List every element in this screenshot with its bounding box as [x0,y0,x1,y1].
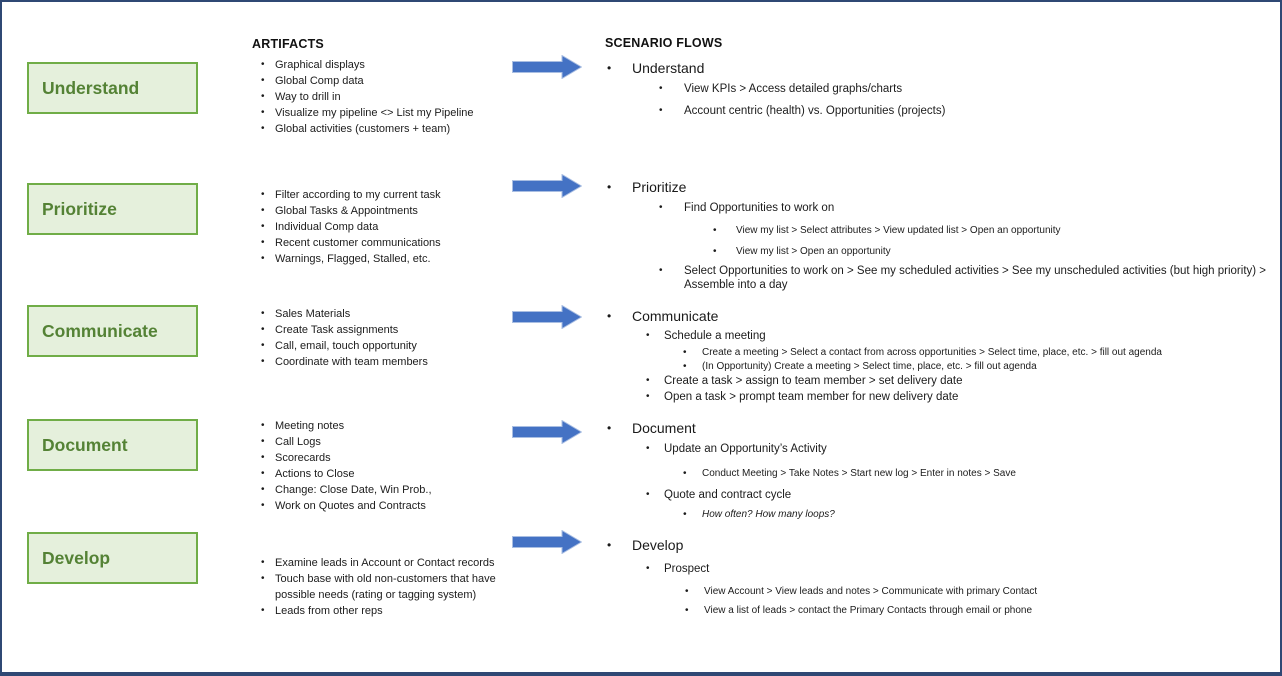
flow-item-text: View my list > Open an opportunity [736,246,891,257]
artifact-item [260,105,532,121]
artifact-item [260,498,532,514]
artifact-item [260,121,532,137]
bullet-icon: • [261,573,265,584]
artifact-text: Warnings, Flagged, Stalled, etc. [275,253,431,265]
artifact-item [260,306,532,322]
flow-item-level2 [605,264,1267,292]
bullet-icon: • [646,563,650,574]
flow-title-text: Document [632,420,696,436]
artifact-item [260,434,532,450]
flow-section-communicate [605,307,1267,404]
artifact-item [260,450,532,466]
artifact-text: Visualize my pipeline <> List my Pipeline [275,107,474,119]
bullet-icon: • [713,225,717,236]
flow-item-level3 [605,508,1267,521]
bullet-icon: • [683,509,687,520]
artifact-text: Graphical displays [275,59,365,71]
flow-item-level3 [605,604,1267,617]
bullet-icon: • [607,538,612,552]
artifact-text: Work on Quotes and Contracts [275,500,426,512]
flow-item-text: Select Opportunities to work on > See my scheduled activities > See my unscheduled activities (but high priority) > Assemble into a day [684,265,1267,291]
bullet-icon: • [659,202,663,213]
flow-item-text: (In Opportunity) Create a meeting > Select time, place, etc. > fill out agenda [702,361,1037,372]
stage-box-communicate [27,305,198,357]
stage-box-document [27,419,198,471]
bullet-icon: • [261,340,265,351]
artifact-item [260,482,532,498]
artifact-item [260,338,532,354]
flow-item-text: How often? How many loops? [702,509,835,520]
flow-item-level2 [605,390,1267,404]
bullet-icon: • [261,420,265,431]
bullet-icon: • [659,265,663,276]
flow-item-text: Find Opportunities to work on [684,202,835,214]
bullet-icon: • [261,107,265,118]
artifact-item [260,466,532,482]
artifact-text: Change: Close Date, Win Prob., [275,484,432,496]
flow-title [605,536,1267,554]
flow-section-document [605,419,1267,521]
artifact-item [260,57,532,73]
flow-item-level2 [605,82,1267,96]
bullet-icon: • [261,436,265,447]
flow-section-prioritize [605,178,1267,292]
bullet-icon: • [683,347,687,358]
artifacts-header: ARTIFACTS [252,37,324,51]
flow-item-level2 [605,488,1267,502]
artifact-item [260,203,532,219]
stage-label: Understand [42,77,140,98]
bullet-icon: • [607,309,612,323]
artifact-item [260,555,532,571]
bullet-icon: • [261,205,265,216]
bullet-icon: • [685,605,689,616]
flow-item-text: Create a task > assign to team member > set delivery date [664,375,963,387]
bullet-icon: • [607,421,612,435]
flow-item-level2 [605,442,1267,456]
flow-title-text: Communicate [632,308,719,324]
flow-item-level3 [605,585,1267,598]
artifact-text: Global Comp data [275,75,364,87]
flow-title-text: Develop [632,537,684,553]
flow-title-text: Understand [632,60,705,76]
artifact-text: Individual Comp data [275,221,379,233]
right-arrow-icon [512,174,582,198]
flow-item-text: View Account > View leads and notes > Communicate with primary Contact [704,586,1038,597]
artifact-text: Call Logs [275,436,321,448]
stage-label: Document [42,434,128,455]
stage-label: Prioritize [42,198,117,219]
bullet-icon: • [261,221,265,232]
artifact-item [260,89,532,105]
artifact-text: Way to drill in [275,91,341,103]
flow-item-level2 [605,562,1267,576]
bullet-icon: • [261,484,265,495]
bullet-icon: • [261,452,265,463]
bullet-icon: • [261,237,265,248]
artifact-item [260,73,532,89]
artifact-text: Create Task assignments [275,324,399,336]
bullet-icon: • [646,443,650,454]
artifact-text: Filter according to my current task [275,189,441,201]
bullet-icon: • [646,330,650,341]
flow-item-text: View a list of leads > contact the Primary Contacts through email or phone [704,605,1033,616]
artifact-text: Actions to Close [275,468,355,480]
artifact-item [260,418,532,434]
artifact-text: Examine leads in Account or Contact records [275,557,495,569]
flow-item-level3 [605,245,1267,258]
bullet-icon: • [261,500,265,511]
artifacts-list-document [260,418,532,514]
artifact-item [260,235,532,251]
stage-box-understand [27,62,198,114]
right-arrow-icon [512,420,582,444]
bullet-icon: • [261,59,265,70]
flow-item-text: Conduct Meeting > Take Notes > Start new log > Enter in notes > Save [702,468,1016,479]
flow-item-text: Open a task > prompt team member for new delivery date [664,391,959,403]
artifact-item [260,322,532,338]
right-arrow-icon [512,55,582,79]
bullet-icon: • [261,356,265,367]
artifacts-list-develop [260,555,532,619]
artifact-item [260,219,532,235]
flow-item-level3 [605,360,1267,373]
bullet-icon: • [261,189,265,200]
flow-title [605,419,1267,437]
flow-title [605,178,1267,196]
flow-item-level3 [605,224,1267,237]
flow-item-text: Prospect [664,563,710,575]
flow-item-level3 [605,346,1267,359]
flow-item-level2 [605,329,1267,343]
artifact-item [260,603,532,619]
flow-item-text: View my list > Select attributes > View updated list > Open an opportunity [736,225,1061,236]
bullet-icon: • [261,253,265,264]
bullet-icon: • [261,324,265,335]
artifact-text: Scorecards [275,452,331,464]
bullet-icon: • [607,61,612,75]
flow-item-level2 [605,104,1267,118]
flow-item-level2 [605,201,1267,215]
bullet-icon: • [261,75,265,86]
artifact-text: Meeting notes [275,420,345,432]
bullet-icon: • [646,375,650,386]
stage-label: Develop [42,547,111,568]
stage-box-prioritize [27,183,198,235]
flow-item-text: View KPIs > Access detailed graphs/charts [684,83,903,95]
bullet-icon: • [659,83,663,94]
flow-section-develop [605,536,1267,617]
artifact-text: Touch base with old non-customers that have possible needs (rating or tagging system) [275,573,496,601]
artifact-item [260,187,532,203]
flow-item-text: Account centric (health) vs. Opportunities (projects) [684,105,946,117]
artifact-text: Global Tasks & Appointments [275,205,418,217]
artifact-item [260,571,532,603]
flow-item-level2 [605,374,1267,388]
bullet-icon: • [261,91,265,102]
artifact-text: Global activities (customers + team) [275,123,451,135]
bullet-icon: • [261,468,265,479]
bullet-icon: • [685,586,689,597]
bullet-icon: • [683,468,687,479]
flow-section-understand [605,59,1267,118]
artifacts-list-understand [260,57,532,137]
bullet-icon: • [646,391,650,402]
bullet-icon: • [261,557,265,568]
flow-title [605,307,1267,325]
flow-item-text: Schedule a meeting [664,330,766,342]
flow-item-text: Update an Opportunity’s Activity [664,443,827,455]
artifact-text: Leads from other reps [275,605,383,617]
flow-item-level3 [605,467,1267,480]
artifact-text: Call, email, touch opportunity [275,340,417,352]
flow-title-text: Prioritize [632,179,687,195]
flow-title [605,59,1267,77]
artifact-text: Recent customer communications [275,237,441,249]
bullet-icon: • [261,308,265,319]
flow-item-text: Quote and contract cycle [664,489,792,501]
flow-item-text: Create a meeting > Select a contact from across opportunities > Select time, place, etc. > fill out agenda [702,347,1162,358]
bullet-icon: • [646,489,650,500]
artifact-text: Coordinate with team members [275,356,428,368]
bullet-icon: • [261,123,265,134]
artifact-item [260,251,532,267]
stage-box-develop [27,532,198,584]
bullet-icon: • [683,361,687,372]
bullet-icon: • [261,605,265,616]
bullet-icon: • [607,180,612,194]
stage-label: Communicate [42,320,158,341]
right-arrow-icon [512,530,582,554]
bullet-icon: • [713,246,717,257]
artifacts-list-prioritize [260,187,532,267]
right-arrow-icon [512,305,582,329]
artifact-text: Sales Materials [275,308,351,320]
bullet-icon: • [659,105,663,116]
artifact-item [260,354,532,370]
scenario-flows-header: SCENARIO FLOWS [605,36,723,50]
artifacts-list-communicate [260,306,532,370]
